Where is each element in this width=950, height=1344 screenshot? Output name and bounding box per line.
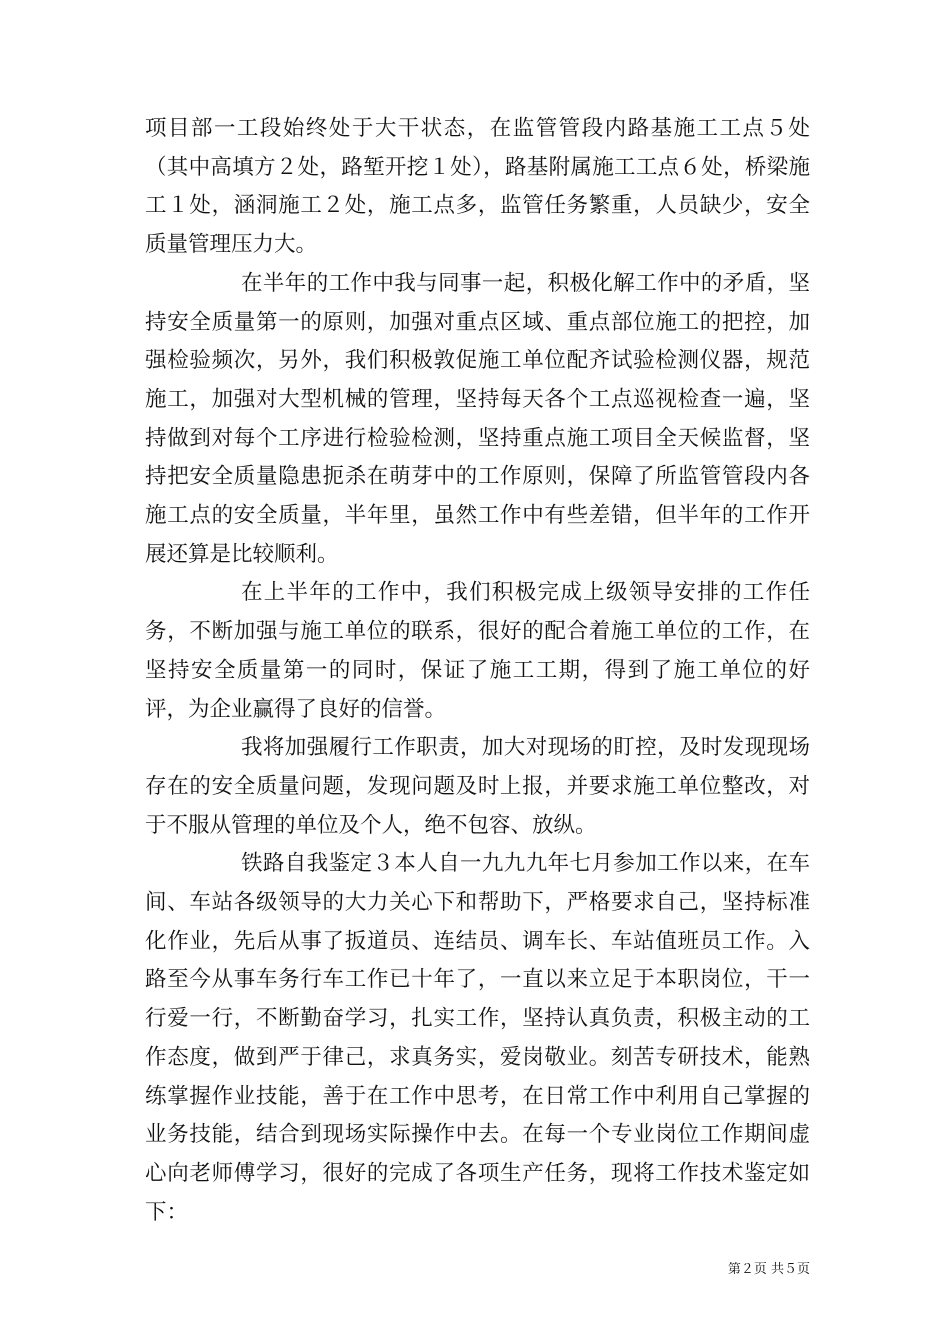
paragraph-2: 在半年的工作中我与同事一起，积极化解工作中的矛盾，坚持安全质量第一的原则，加强对重点区域、重点部位施工的把控，加强检验频次，另外，我们积极敦促施工单位配齐试验检测仪器，规范施工，加强对大型机械的管理，坚持每天各个工点巡视检查一遍，坚持做到对每个工序进行检验检测，坚持重点施工项目全天候监督，坚持把安全质量隐患扼杀在萌芽中的工作原则，保障了所监管管段内各施工点的安全质量，半年里，虽然工作中有些差错，但半年的工作开展还算是比较顺利。: [145, 270, 810, 567]
paragraph-4: 我将加强履行工作职责，加大对现场的盯控，及时发现现场存在的安全质量问题，发现问题及时上报，并要求施工单位整改，对于不服从管理的单位及个人，绝不包容、放纵。: [145, 735, 810, 838]
paragraph-1: 项目部一工段始终处于大干状态，在监管管段内路基施工工点５处（其中高填方２处，路堑开挖１处），路基附属施工工点６处，桥梁施工１处，涵洞施工２处，施工点多，监管任务繁重，人员缺少，安全质量管理压力大。: [145, 116, 810, 258]
paragraph-5: 铁路自我鉴定３本人自一九九九年七月参加工作以来，在车间、车站各级领导的大力关心下和帮助下，严格要求自己，坚持标准化作业，先后从事了扳道员、连结员、调车长、车站值班员工作。入路至今从事车务行车工作已十年了，一直以来立足于本职岗位，干一行爱一行，不断勤奋学习，扎实工作，坚持认真负责，积极主动的工作态度，做到严于律己，求真务实，爱岗敬业。刻苦专研技术，能熟练掌握作业技能，善于在工作中思考，在日常工作中利用自己掌握的业务技能，结合到现场实际操作中去。在每一个专业岗位工作期间虚心向老师傅学习，很好的完成了各项生产任务，现将工作技术鉴定如下：: [145, 851, 810, 1225]
paragraph-3: 在上半年的工作中，我们积极完成上级领导安排的工作任务，不断加强与施工单位的联系，很好的配合着施工单位的工作，在坚持安全质量第一的同时，保证了施工工期，得到了施工单位的好评，为企业赢得了良好的信誉。: [145, 580, 810, 722]
document-body: [145, 110, 810, 1232]
page-number: 第２页 共５页: [727, 1262, 810, 1277]
